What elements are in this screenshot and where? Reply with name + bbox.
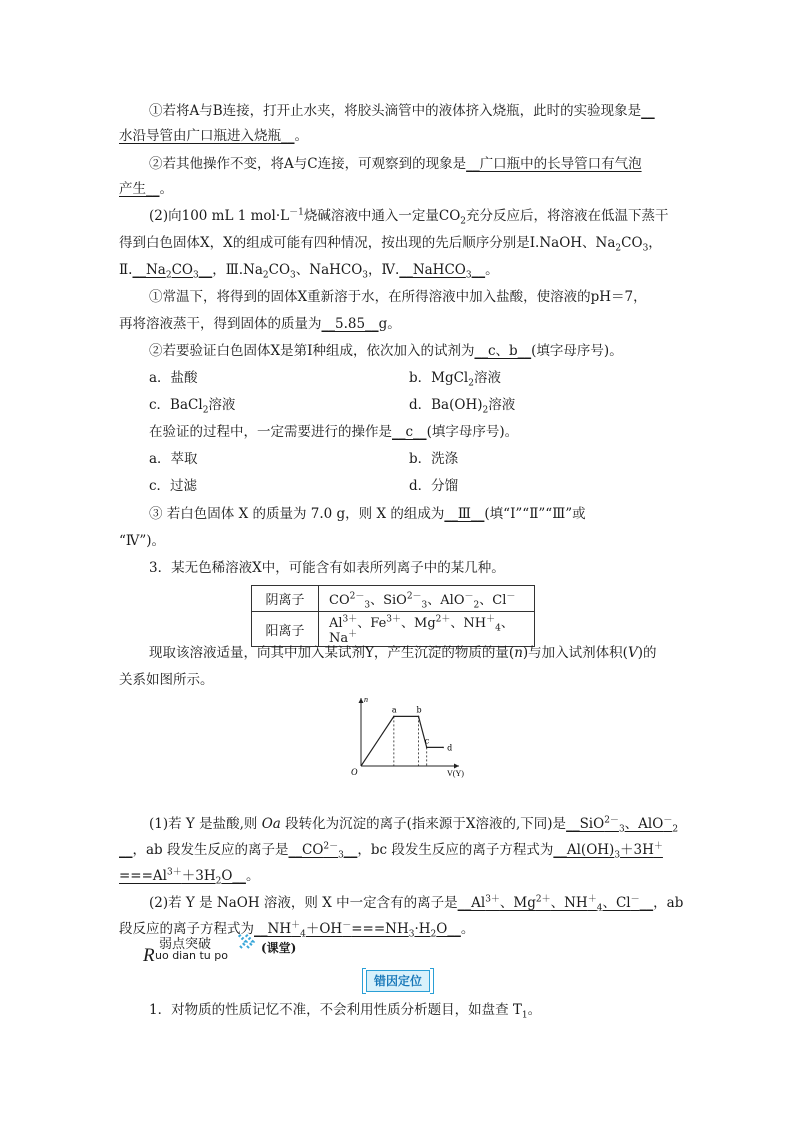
subscript: 2 [672, 824, 679, 835]
point-label-b: b [416, 705, 422, 715]
text-run: ②若其他操作不变，将A与C连接，可观察到的现象是 [149, 156, 467, 172]
italic-var: n [514, 645, 523, 661]
subscript: 4 [300, 929, 306, 940]
table-cell-head: 阳离子 [252, 612, 319, 647]
text-run: 段反应的离子方程式为 [119, 921, 254, 937]
option-2d [409, 474, 458, 498]
subscript: 2 [202, 405, 209, 416]
answer-blank: __ [119, 842, 133, 858]
italic-var: Oa [261, 816, 281, 832]
text-run: __ [639, 895, 654, 911]
superscript: 3＋ [485, 894, 500, 905]
point-label-c: c [424, 736, 430, 746]
y-axis-label: n [364, 696, 368, 704]
text-run: (填字母序号)。 [426, 424, 519, 440]
text-run: 、AlO [624, 816, 664, 832]
text-run: ，Ⅲ.Na [212, 262, 263, 278]
answer-blank [457, 894, 654, 914]
subscript: 2 [615, 243, 622, 254]
option-2a [149, 447, 198, 471]
text-run: 溶液 [488, 397, 516, 413]
option-2b [409, 447, 458, 471]
text-run: 在验证的过程中，一定需要进行的操作是 [149, 424, 392, 440]
part2-line1 [149, 204, 669, 228]
italic-var: V [627, 645, 638, 661]
subscript: 4 [495, 623, 501, 634]
text-run: ，bc 段发生反应的离子方程式为 [357, 842, 554, 858]
text-run: c．过滤 [149, 478, 198, 494]
answer-blank: __广口瓶中的长导管口有气泡 [466, 156, 642, 172]
banner-tag: (课堂) [261, 941, 297, 955]
text-run: __NaHCO [399, 262, 466, 278]
text-run: Ⅱ. [119, 262, 133, 278]
part2-line2 [119, 231, 662, 255]
answer-blank [566, 815, 679, 835]
text-run: ①若将A与B连接，打开止水夹，将胶头滴管中的液体挤入烧瓶，此时的实验现象是 [149, 103, 642, 119]
part2-q3-line2 [119, 529, 165, 553]
answer-blank [553, 841, 663, 861]
text-run: 。 [245, 868, 260, 884]
subscript: 2 [482, 405, 489, 416]
text-run: __CO [288, 842, 324, 858]
q2-line2 [119, 177, 173, 201]
text-run: Al [329, 616, 343, 631]
text-run: ＋3H [181, 868, 216, 884]
text-run: 溶液 [208, 397, 236, 413]
graph-guides [394, 716, 427, 766]
text-run: c．BaCl [149, 397, 203, 413]
superscript: 2－ [406, 591, 422, 602]
double-chevron-icon [236, 931, 258, 953]
text-run: ，ab 段发生反应的离子是 [132, 842, 289, 858]
point-label-d: d [447, 743, 453, 753]
graph-series [361, 716, 444, 766]
text-run: 。 [294, 128, 308, 144]
text-run: ＋OH [305, 921, 343, 937]
text-run: 。 [460, 921, 475, 937]
text-run: (2)向100 mL 1 mol·L [149, 208, 290, 224]
x-axis-label: V(Y) [447, 769, 464, 778]
q3-desc-line1 [149, 641, 656, 665]
text-run: 、NaHCO [295, 262, 363, 278]
text-run: (填“Ⅰ”“Ⅱ”“Ⅲ”或 [484, 506, 586, 522]
text-run: 、Mg [499, 895, 536, 911]
text-run: 1．对物质的性质记忆不准，不会利用性质分析题目，如盘查 T [149, 1002, 522, 1018]
y-axis-arrow [359, 698, 364, 703]
text-run: 。 [159, 181, 173, 197]
point-a [393, 716, 395, 718]
answer-blank: 水沿导管由广口瓶进入烧瓶__ [119, 128, 295, 144]
text-run: ·H [414, 921, 431, 937]
text-run: 3．某无色稀溶液X中，可能含有如表所列离子中的某几种。 [149, 560, 505, 576]
table-row [252, 586, 535, 612]
superscript: －1 [289, 207, 304, 218]
part2-q3-line1 [149, 502, 586, 526]
text-run: ＋3H [620, 842, 654, 858]
text-run: __Al [457, 895, 486, 911]
subscript: 3 [192, 270, 199, 281]
option-1b [409, 366, 501, 390]
superscript: － [663, 815, 673, 826]
origin-label: O [351, 767, 358, 777]
text-run: __ [471, 262, 486, 278]
text-run: ，Ⅳ. [368, 262, 400, 278]
text-run: 、Cl [602, 895, 631, 911]
q1-line2 [119, 124, 308, 148]
subscript: 3 [290, 270, 296, 281]
subscript: 3 [408, 929, 415, 940]
text-run: 、NH [450, 616, 487, 631]
text-run: 烧碱溶液中通入一定量CO [303, 208, 461, 224]
superscript: 2－ [349, 591, 365, 602]
text-run: b．洗涤 [409, 451, 459, 467]
q3-1-line2 [119, 838, 663, 862]
text-run: 现取该溶液适量，向其中加入某试剂Y，产生沉淀的物质的量( [149, 645, 515, 661]
x-axis-arrow [454, 764, 459, 769]
graph-axes [359, 698, 460, 769]
text-run: O__ [436, 921, 461, 937]
q1-line1 [149, 99, 655, 123]
subscript: 3 [364, 600, 371, 611]
text-run: 关系如图所示。 [119, 672, 214, 688]
answer-blank [399, 262, 486, 281]
part2-q1-line1 [149, 285, 647, 309]
text-run: O__ [221, 868, 246, 884]
superscript: － [630, 894, 640, 905]
q2-line1 [149, 152, 642, 176]
text-run: a．盐酸 [149, 370, 198, 386]
subscript: 3 [614, 850, 621, 861]
answer-blank: __Ⅲ__ [444, 506, 485, 522]
text-run: 溶液 [474, 370, 501, 386]
q3-title [149, 556, 505, 580]
option-1d [409, 393, 515, 417]
subscript: 1 [521, 1010, 528, 1021]
text-run: d．分馏 [409, 478, 459, 494]
superscript: 3＋ [386, 614, 402, 625]
q3-2-line1 [149, 891, 683, 915]
subscript: 2 [165, 270, 172, 281]
weakness-line1 [149, 998, 541, 1022]
answer-blank: __c__ [392, 424, 427, 440]
text-run: 、Cl [479, 593, 507, 608]
answer-blank [119, 867, 246, 887]
text-run: )与加入试剂体积( [522, 645, 628, 661]
text-run: 、AlO [427, 593, 465, 608]
superscript: 3＋ [342, 614, 358, 625]
answer-blank: 产生__ [119, 181, 160, 197]
ion-table [251, 585, 535, 647]
text-run: (2)若 Y 是 NaOH 溶液，则 X 中一定含有的离子是 [149, 895, 458, 911]
subscript: 3 [618, 824, 625, 835]
part2-q2-line2 [149, 420, 518, 444]
answer-blank [288, 841, 358, 861]
text-run: 、Na [329, 616, 514, 646]
text-run: 。 [527, 1002, 542, 1018]
text-run: __ [198, 262, 213, 278]
option-1a [149, 366, 198, 390]
subscript: 2 [460, 216, 466, 227]
subscript: 3 [338, 850, 344, 861]
text-run: )的 [637, 645, 657, 661]
option-2c [149, 474, 197, 498]
text-run: __ [343, 842, 358, 858]
text-run: b．MgCl [409, 370, 469, 386]
text-run: (1)若 Y 是盐酸,则 [149, 816, 262, 832]
text-run: (填字母序号)。 [531, 343, 623, 359]
part2-q1-line2 [119, 312, 401, 336]
superscript: ＋ [653, 841, 663, 852]
text-run: 再将溶液蒸干，得到固体的质量为 [119, 316, 322, 332]
answer-blank: __ [641, 103, 655, 119]
text-run: CO [621, 235, 643, 251]
text-run: ①常温下，将得到的固体X重新溶于水，在所得溶液中加入盐酸，使溶液的pH＝7， [149, 289, 647, 305]
superscript: ＋ [486, 614, 496, 625]
banner-pinyin: uo dian tu po [155, 949, 228, 962]
option-1c [149, 393, 235, 417]
text-run: 。 [485, 262, 499, 278]
text-run: 、NH [550, 895, 588, 911]
text-run: a．萃取 [149, 451, 198, 467]
superscript: － [342, 920, 352, 931]
text-run: CO [171, 262, 193, 278]
answer-blank: __c、b__ [474, 343, 532, 359]
q3-desc-line2 [119, 668, 214, 692]
banner-initial: R [143, 945, 155, 966]
table-cell-head: 阴离子 [252, 586, 319, 612]
text-run: “Ⅳ”)。 [119, 533, 166, 549]
text-run: 充分反应后，将溶液在低温下蒸干 [466, 208, 669, 224]
answer-blank [254, 920, 461, 940]
superscript: ＋ [587, 894, 597, 905]
part2-q2-line [149, 339, 623, 363]
banner-title: 弱点突破 [159, 937, 212, 952]
part2-line3 [119, 258, 499, 282]
text-run: ②若要验证白色固体X是第Ⅰ种组成，依次加入的试剂为 [149, 343, 475, 359]
point-b [418, 716, 420, 718]
superscript: 2－ [604, 815, 619, 826]
text-run: 、Mg [401, 616, 436, 631]
error-location-badge: 错因定位 [366, 970, 430, 992]
superscript: ＋ [291, 920, 301, 931]
precipitate-graph [345, 696, 475, 780]
subscript: 2 [215, 876, 222, 887]
text-run: ===NH [351, 921, 409, 937]
point-c [426, 747, 428, 749]
text-run: 、SiO [370, 593, 407, 608]
text-run: __Al(OH) [553, 842, 615, 858]
text-run: CO [329, 593, 350, 608]
text-run: d．Ba(OH) [409, 397, 483, 413]
subscript: 3 [465, 270, 472, 281]
text-run: 、Fe [357, 616, 387, 631]
text-run: __SiO [566, 816, 605, 832]
text-run: 段转化为沉淀的离子(指来源于X溶液的,下同)是 [280, 816, 567, 832]
superscript: 2＋ [535, 894, 551, 905]
superscript: － [506, 591, 516, 602]
subscript: 3 [362, 270, 369, 281]
text-run: CO [268, 262, 291, 278]
table-cell-value [319, 586, 535, 612]
subscript: 4 [596, 903, 603, 914]
answer-blank: __5.85__ [321, 316, 379, 332]
text-run: __NH [254, 921, 292, 937]
point-label-a: a [391, 705, 397, 715]
text-run: ③ 若白色固体 X 的质量为 7.0 g，则 X 的组成为 [149, 506, 445, 522]
text-run: 得到白色固体X，X的组成可能有四种情况，按出现的先后顺序分别是Ⅰ.NaOH、Na [119, 235, 616, 251]
subscript: 2 [468, 378, 474, 389]
subscript: 3 [642, 243, 649, 254]
subscript: 3 [421, 600, 428, 611]
text-run: ===Al [119, 868, 168, 884]
answer-blank [132, 262, 213, 281]
text-run: ， [648, 235, 662, 251]
superscript: ＋ [348, 629, 358, 640]
text-run: ，ab [653, 895, 684, 911]
point-d [442, 747, 444, 749]
subscript: 2 [430, 929, 437, 940]
q3-1-line3 [119, 864, 259, 888]
superscript: 2＋ [435, 614, 451, 625]
subscript: 2 [262, 270, 269, 281]
superscript: － [464, 591, 474, 602]
subscript: 2 [473, 600, 480, 611]
superscript: 3＋ [167, 867, 182, 878]
text-run: g。 [378, 316, 401, 332]
superscript: 2－ [323, 841, 339, 852]
series-line [361, 716, 443, 766]
text-run: __Na [132, 262, 166, 278]
q3-1-line1 [149, 812, 678, 836]
